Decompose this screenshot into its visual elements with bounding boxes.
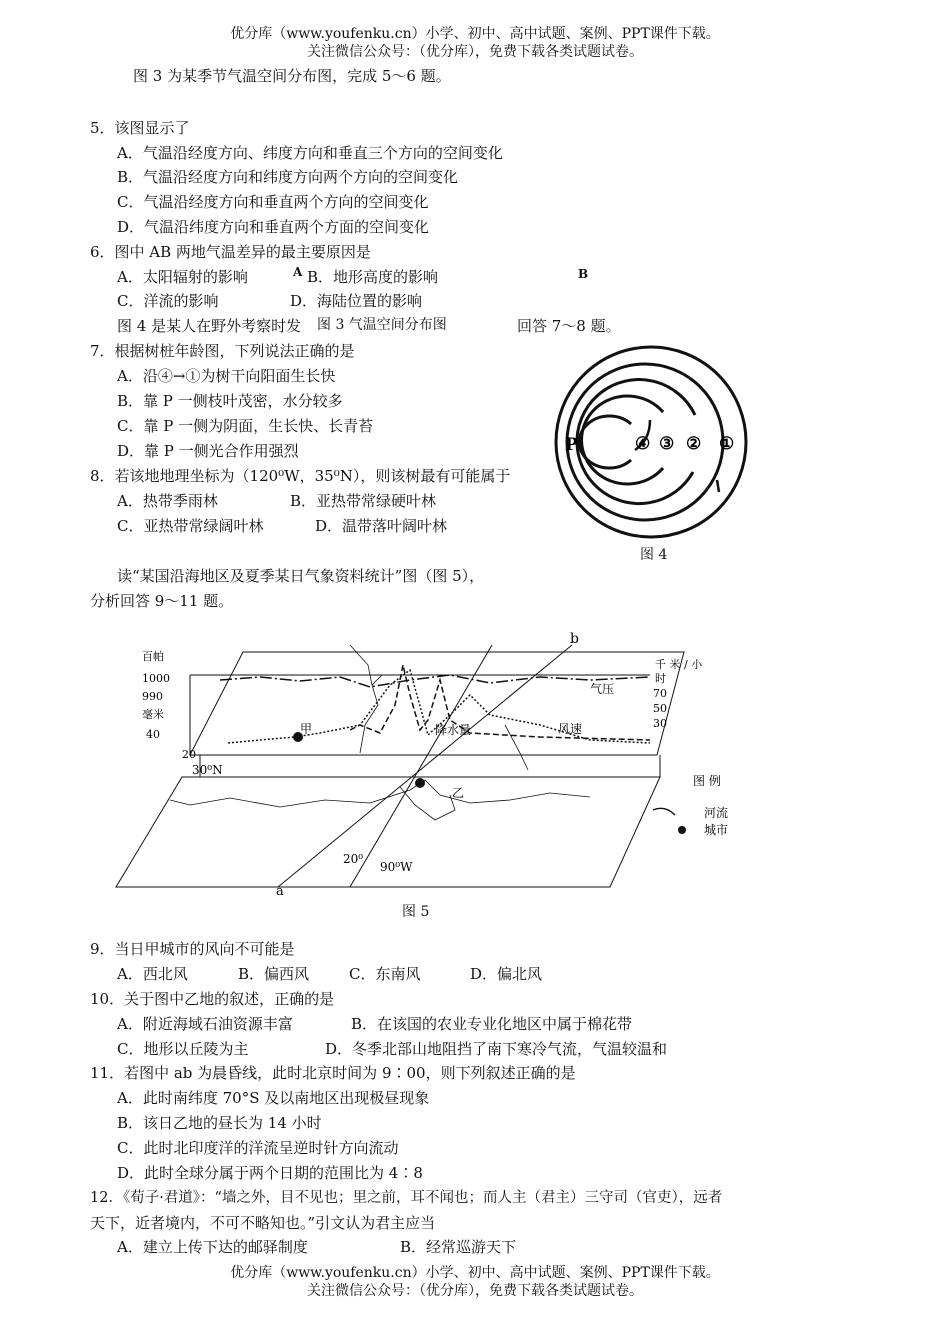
q5-option-b: B．气温沿经度方向和纬度方向两个方向的空间变化 [117, 168, 459, 186]
fig5-caption: 图 5 [402, 904, 430, 920]
q6-option-a: A．太阳辐射的影响 [117, 268, 248, 286]
axis-label-990: 990 [142, 690, 163, 703]
q7-option-a: A．沿④→①为树干向阳面生长快 [117, 367, 336, 385]
header-line-1: 优分库（www.youfenku.cn）小学、初中、高中试题、案例、PPT课件下载。 [230, 26, 720, 42]
intro-fig3: 图 3 为某季节气温空间分布图，完成 5～6 题。 [133, 67, 451, 85]
lat-20-label: 20⁰ [343, 852, 364, 866]
q8-option-d: D．温带落叶阔叶林 [315, 517, 448, 535]
fig3-caption: 图 3 气温空间分布图 [317, 317, 447, 333]
city-yi-marker [415, 778, 425, 788]
terminator-ab [278, 645, 572, 887]
q8-option-c: C．亚热带常绿阔叶林 [117, 517, 264, 535]
header-line-2: 关注微信公众号：（优分库），免费下载各类试题试卷。 [307, 44, 643, 60]
fig5-diagram [110, 625, 750, 900]
city-jia-label: 甲 [300, 722, 313, 736]
intro-fig5-line2: 分析回答 9～11 题。 [90, 592, 234, 610]
lon-90w-label: 90⁰W [380, 860, 413, 874]
q5-option-d: D．气温沿纬度方向和垂直两个方面的空间变化 [117, 218, 430, 236]
q12-option-a: A．建立上传下达的邮驿制度 [117, 1238, 308, 1256]
q12-stem-line2: 天下，近者境内，不可不略知也。”引文认为君主应当 [90, 1214, 436, 1232]
q8-option-a: A．热带季雨林 [117, 492, 218, 510]
fig4-caption: 图 4 [640, 547, 668, 563]
axis-label-hpa: 百帕 [142, 650, 164, 663]
q11-option-c: C．此时北印度洋的洋流呈逆时针方向流动 [117, 1139, 399, 1157]
legend-city-label: 城市 [704, 823, 729, 837]
crack-mark [717, 480, 719, 492]
q7-stem: 7．根据树桩年龄图，下列说法正确的是 [90, 342, 355, 360]
fig3-label-b: B [578, 267, 589, 281]
right-axis-70: 70 [653, 687, 667, 700]
q10-option-c: C．地形以丘陵为主 [117, 1040, 249, 1058]
q11-option-b: B．该日乙地的昼长为 14 小时 [117, 1114, 322, 1132]
ring-label-2: ② [686, 434, 702, 454]
legend-river-label: 河流 [704, 806, 729, 820]
footer-line-2: 关注微信公众号：（优分库），免费下载各类试题试卷。 [307, 1283, 643, 1299]
right-axis-hour: 时 [655, 672, 666, 685]
axis-label-1000: 1000 [142, 672, 170, 685]
axis-label-40: 40 [146, 728, 160, 741]
q8-option-b: B．亚热带常绿硬叶林 [290, 492, 437, 510]
river [400, 787, 455, 820]
q10-option-b: B．在该国的农业专业化地区中属于棉花带 [351, 1015, 633, 1033]
q9-option-c: C．东南风 [349, 965, 421, 983]
ring-label-3: ③ [659, 434, 675, 454]
q9-stem: 9．当日甲城市的风向不可能是 [90, 940, 295, 958]
rainfall-line [350, 665, 650, 740]
q9-option-a: A．西北风 [117, 965, 188, 983]
q10-option-d: D．冬季北部山地阻挡了南下寒冷气流，气温较温和 [325, 1040, 668, 1058]
q11-option-a: A．此时南纬度 70°S 及以南地区出现极昼现象 [117, 1089, 430, 1107]
q6-option-b: B．地形高度的影响 [307, 268, 439, 286]
q9-option-d: D．偏北风 [470, 965, 543, 983]
fig3-label-a: A [293, 265, 303, 279]
q7-option-c: C．靠 P 一侧为阴面，生长快、长青苔 [117, 417, 374, 435]
rain-label: 降水量 [435, 723, 472, 737]
city-yi-label: 乙 [452, 786, 465, 800]
point-a-label: a [276, 884, 284, 899]
ring-label-4: ④ [635, 434, 651, 454]
legend-city-symbol [678, 826, 686, 834]
ring-label-1: ① [719, 434, 735, 454]
legend-river-symbol [653, 808, 675, 815]
right-axis-30: 30 [653, 717, 667, 730]
q9-option-b: B．偏西风 [238, 965, 310, 983]
q12-stem-line1: 12．《荀子·君道》：“墙之外，目不见也；里之前，耳不闻也；而人主（君主）三守司（官吏），远者 [90, 1190, 723, 1206]
q5-option-c: C．气温沿经度方向和垂直两个方向的空间变化 [117, 193, 429, 211]
q12-option-b: B．经常巡游天下 [400, 1238, 517, 1256]
ring-5 [579, 416, 631, 468]
q6-option-d: D．海陆位置的影响 [290, 292, 423, 310]
pressure-line [220, 675, 650, 687]
axis-label-20: 20 [182, 748, 196, 761]
q5-option-a: A．气温沿经度方向、纬度方向和垂直三个方向的空间变化 [117, 144, 503, 162]
wind-label: 风速 [558, 722, 583, 736]
q7-option-d: D．靠 P 一侧光合作用强烈 [117, 442, 299, 460]
q6-option-c: C．洋流的影响 [117, 292, 219, 310]
ring-1 [556, 347, 746, 537]
legend-title: 图 例 [693, 774, 721, 788]
q11-stem: 11．若图中 ab 为晨昏线，此时北京时间为 9∶00，则下列叙述正确的是 [90, 1064, 576, 1082]
q6-stem: 6．图中 AB 两地气温差异的最主要原因是 [90, 243, 371, 261]
q8-stem: 8．若该地地理坐标为（120⁰W，35⁰N），则该树最有可能属于 [90, 467, 511, 485]
q7-option-b: B．靠 P 一侧枝叶茂密，水分较多 [117, 392, 343, 410]
fig4-p-label: P [565, 435, 578, 455]
axis-label-mm: 毫米 [142, 708, 164, 721]
point-b-label: b [570, 631, 579, 647]
intro-fig4-right: 回答 7～8 题。 [517, 317, 621, 335]
q10-stem: 10．关于图中乙地的叙述，正确的是 [90, 990, 335, 1008]
intro-fig4-left: 图 4 是某人在野外考察时发 [117, 317, 302, 335]
right-axis-unit: 千 米 / 小 [655, 658, 703, 671]
q11-option-d: D．此时全球分属于两个日期的范围比为 4∶8 [117, 1164, 423, 1182]
ring-4 [582, 396, 663, 484]
pressure-label: 气压 [590, 682, 615, 696]
intro-fig5-line1: 读“某国沿海地区及夏季某日气象资料统计”图（图 5）， [117, 567, 485, 585]
right-axis-50: 50 [653, 702, 667, 715]
footer-line-1: 优分库（www.youfenku.cn）小学、初中、高中试题、案例、PPT课件下载。 [230, 1265, 720, 1281]
q10-option-a: A．附近海域石油资源丰富 [117, 1015, 293, 1033]
lat-30n-label: 30⁰N [192, 763, 223, 777]
fig4-tree-rings [545, 340, 765, 540]
q5-stem: 5．该图显示了 [90, 119, 190, 137]
